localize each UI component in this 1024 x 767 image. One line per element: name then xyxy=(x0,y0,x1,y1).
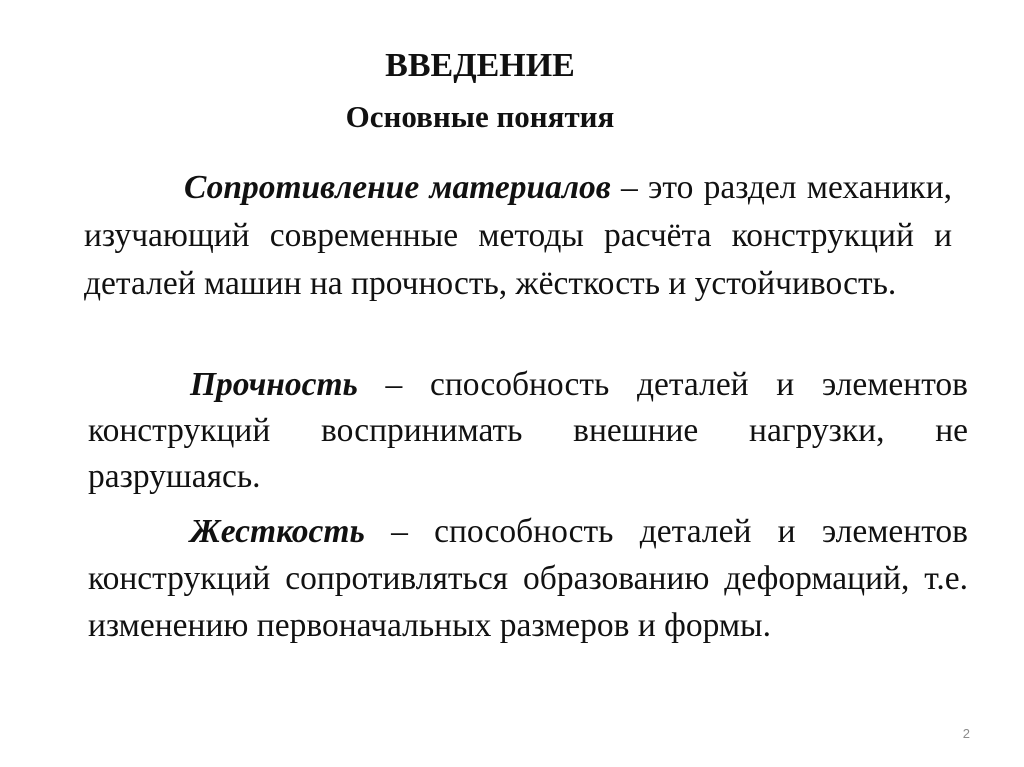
definition-text: – способность деталей и элементов конструкций сопротивляться образованию деформаций, т.е. изменению первоначальных размеров и формы. xyxy=(88,513,968,644)
definition-term: Сопротивление материалов xyxy=(184,169,611,206)
definition-strength-of-materials xyxy=(84,164,952,308)
definition-term: Жесткость xyxy=(190,513,365,550)
definition-strength xyxy=(88,362,968,500)
definition-term: Прочность xyxy=(190,366,358,403)
page-number: 2 xyxy=(962,726,970,741)
definition-text: – это раздел механики, изучающий современные методы расчёта конструкций и деталей машин на прочность, жёсткость и устойчивость. xyxy=(84,169,952,302)
definition-stiffness xyxy=(88,508,968,649)
slide-title: ВВЕДЕНИЕ xyxy=(385,47,575,84)
definition-text: – способность деталей и элементов конструкций воспринимать внешние нагрузки, не разрушаясь. xyxy=(88,366,968,495)
slide-subtitle: Основные понятия xyxy=(345,99,615,134)
